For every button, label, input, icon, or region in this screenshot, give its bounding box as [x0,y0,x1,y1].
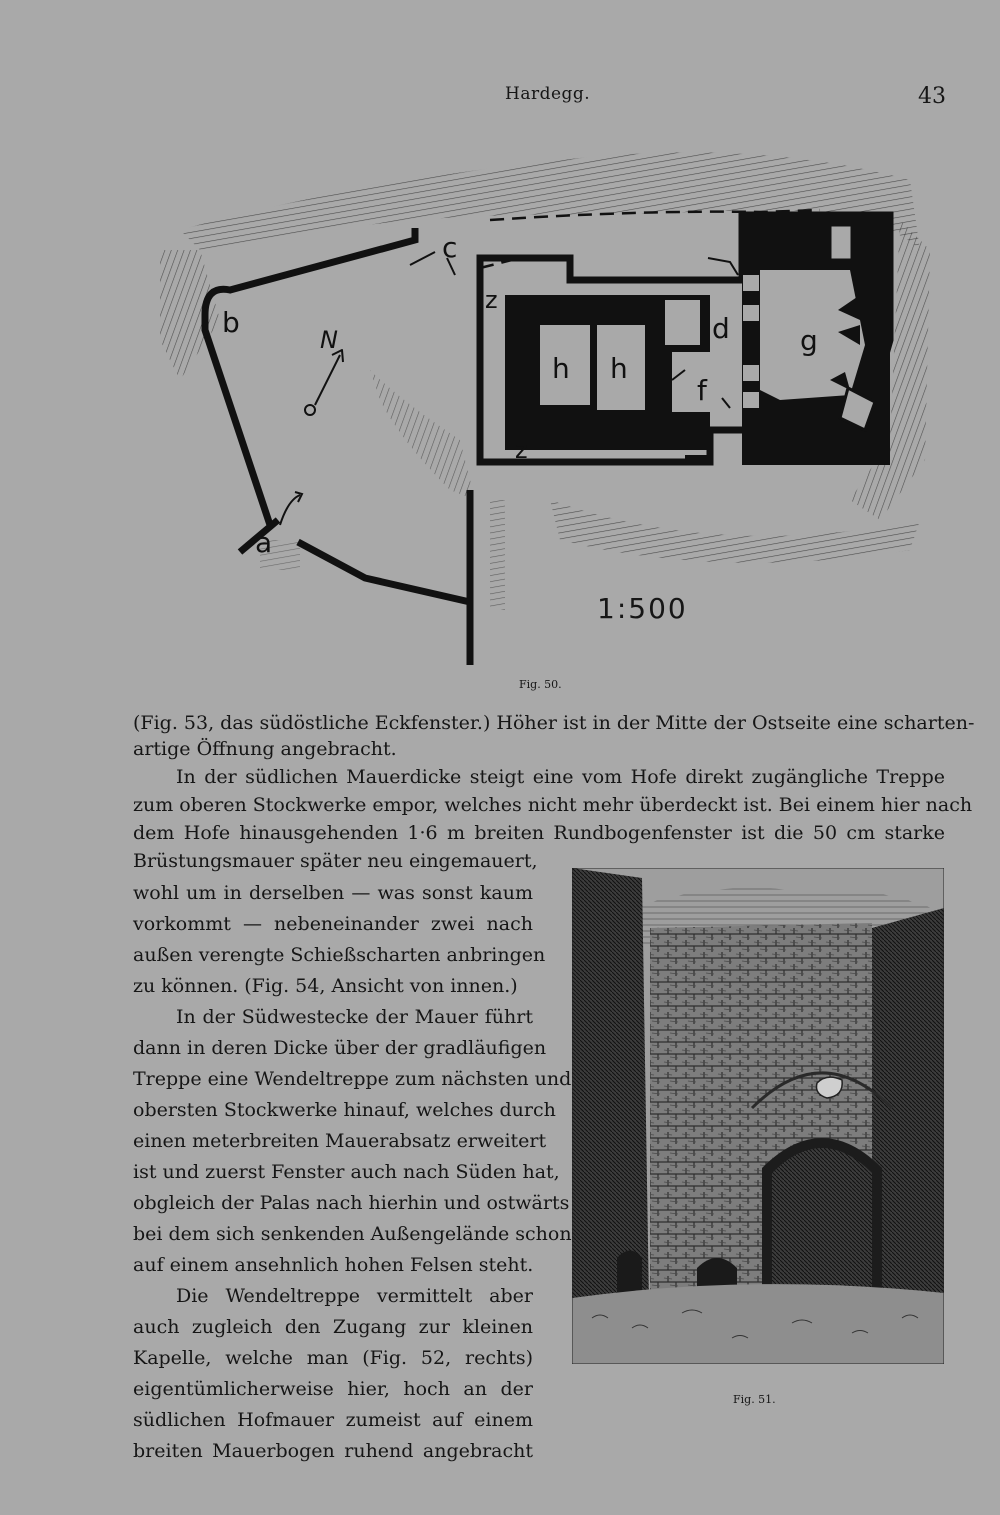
body-line: südlichen Hofmauer zumeist auf einem [133,1409,533,1431]
body-line: dem Hofe hinausgehenden 1·6 m breiten Rundbogenfenster ist die 50 cm starke [133,822,945,844]
body-line: Die Wendeltreppe vermittelt aber [176,1285,533,1307]
label-z-top: z [485,286,498,314]
body-line: eigentümlicherweise hier, hoch an der [133,1378,533,1400]
body-line: auf einem ansehnlich hohen Felsen steht. [133,1254,534,1276]
page-number: 43 [918,84,946,109]
body-line: wohl um in derselben — was sonst kaum [133,882,533,904]
body-line: breiten Mauerbogen ruhend angebracht [133,1440,533,1462]
figure-50-caption: Fig. 50. [519,678,562,691]
label-h-right: h [610,352,628,385]
label-d: d [712,312,730,345]
label-c: c [442,231,458,264]
body-line: ist und zuerst Fenster auch nach Süden hat, [133,1161,560,1183]
gateway-engraving [572,868,944,1364]
label-north: N [320,326,338,354]
label-f: f [697,374,707,407]
body-line: In der Südwestecke der Mauer führt [176,1006,533,1028]
label-z-bottom: z [515,436,528,464]
figure-51-caption: Fig. 51. [733,1393,776,1406]
body-line: In der südlichen Mauerdicke steigt eine vom Hofe direkt zugängliche Treppe [176,766,945,788]
label-g: g [800,324,818,357]
body-line: obgleich der Palas nach hierhin und ostwärts [133,1192,570,1214]
body-line: obersten Stockwerke hinauf, welches durch [133,1099,556,1121]
castle-floor-plan [160,140,930,670]
body-line: außen verengte Schießscharten anbringen [133,944,546,966]
inner-castle [480,215,890,465]
body-line: auch zugleich den Zugang zur kleinen [133,1316,533,1338]
body-line: artige Öffnung angebracht. [133,738,397,760]
scale-label: 1:500 [597,592,688,625]
body-line: Kapelle, welche man (Fig. 52, rechts) [133,1347,533,1369]
running-title: Hardegg. [505,84,591,104]
body-line: dann in deren Dicke über der gradläufigen [133,1037,547,1059]
body-line: zum oberen Stockwerke empor, welches nicht mehr überdeckt ist. Bei einem hier nach [133,794,973,816]
label-h-left: h [552,352,570,385]
body-line: (Fig. 53, das südöstliche Eckfenster.) Höher ist in der Mitte der Ostseite eine scharten- [133,712,975,734]
body-line: Treppe eine Wendeltreppe zum nächsten und [133,1068,572,1090]
body-line: einen meterbreiten Mauerabsatz erweitert [133,1130,547,1152]
label-a: a [255,526,273,559]
body-line: vorkommt — nebeneinander zwei nach [133,913,533,935]
label-b: b [222,306,240,339]
body-line: Brüstungsmauer später neu eingemauert, [133,850,538,872]
body-line: bei dem sich senkenden Außengelände schon [133,1223,572,1245]
body-line: zu können. (Fig. 54, Ansicht von innen.) [133,975,518,997]
